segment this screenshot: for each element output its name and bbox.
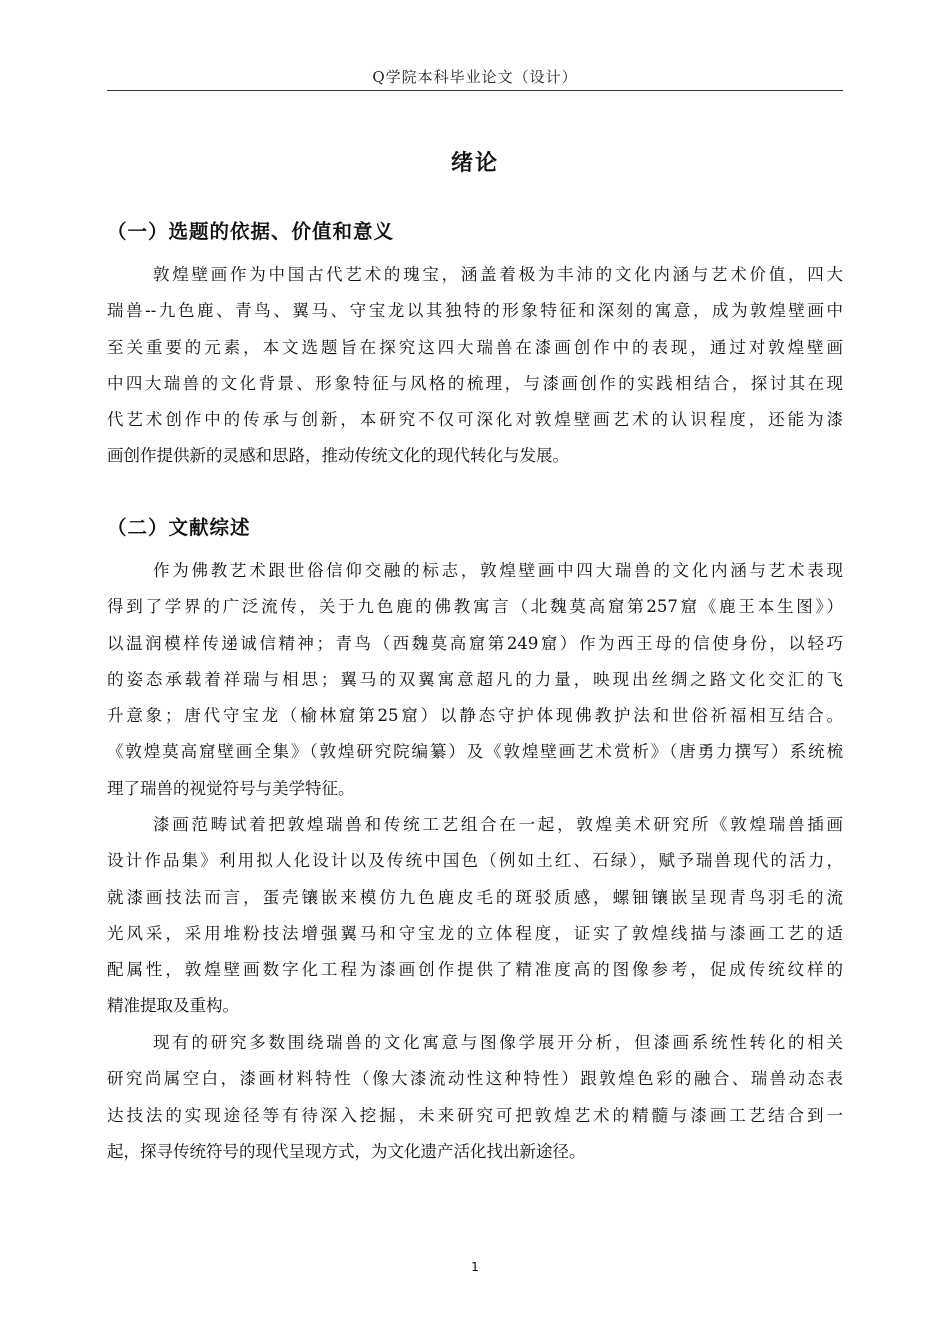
- paragraph-line: 得到了学界的广泛流传，关于九色鹿的佛教寓言（北魏莫高窟第257窟《鹿王本生图》）: [107, 597, 843, 617]
- paragraph-line: 达技法的实现途径等有待深入挖掘，未来研究可把敦煌艺术的精髓与漆画工艺结合到一: [107, 1105, 843, 1125]
- paragraph-line: 代艺术创作中的传承与创新，本研究不仅可深化对敦煌壁画艺术的认识程度，还能为漆: [107, 410, 843, 430]
- paragraph-line: 作为佛教艺术跟世俗信仰交融的标志，敦煌壁画中四大瑞兽的文化内涵与艺术表现: [153, 561, 843, 580]
- paragraph-line: 就漆画技法而言，蛋壳镶嵌来模仿九色鹿皮毛的斑驳质感，螺钿镶嵌呈现青鸟羽毛的流: [107, 887, 843, 907]
- paragraph-2-2: [107, 807, 843, 1025]
- paragraph-line: 以温润模样传递诚信精神；青鸟（西魏莫高窟第249窟）作为西王母的信使身份，以轻巧: [107, 633, 843, 653]
- page-number: 1: [471, 1260, 479, 1274]
- paragraph-line: 起，探寻传统符号的现代呈现方式，为文化遗产活化找出新途径。: [107, 1141, 586, 1161]
- paragraph-line: 画创作提供新的灵感和思路，推动传统文化的现代转化与发展。: [107, 446, 569, 466]
- paragraph-line: 研究尚属空白，漆画材料特性（像大漆流动性这种特性）跟敦煌色彩的融合、瑞兽动态表: [107, 1069, 843, 1089]
- paragraph-line: 敦煌壁画作为中国古代艺术的瑰宝，涵盖着极为丰沛的文化内涵与艺术价值，四大: [153, 265, 843, 284]
- paragraph-line: 配属性，敦煌壁画数字化工程为漆画创作提供了精准度高的图像参考，促成传统纹样的: [107, 960, 843, 980]
- paragraph-line: 漆画范畴试着把敦煌瑞兽和传统工艺组合在一起，敦煌美术研究所《敦煌瑞兽插画: [153, 815, 843, 834]
- paragraph-line: 设计作品集》利用拟人化设计以及传统中国色（例如土红、石绿），赋予瑞兽现代的活力，: [107, 851, 843, 871]
- paragraph-line: 中四大瑞兽的文化背景、形象特征与风格的梳理，与漆画创作的实践相结合，探讨其在现: [107, 373, 843, 393]
- header-rule: [107, 90, 843, 91]
- section-heading-1: （一）选题的依据、价值和意义: [107, 220, 395, 243]
- paragraph-line: 的姿态承载着祥瑞与相思；翼马的双翼寓意超凡的力量，映现出丝绸之路文化交汇的飞: [107, 669, 843, 689]
- paragraph-line: 现有的研究多数围绕瑞兽的文化寓意与图像学展开分析，但漆画系统性转化的相关: [153, 1033, 843, 1052]
- paragraph-line: 光风采，采用堆粉技法增强翼马和守宝龙的立体程度，证实了敦煌线描与漆画工艺的适: [107, 923, 843, 943]
- paragraph-line: 精准提取及重构。: [107, 996, 239, 1016]
- paragraph-line: 升意象；唐代守宝龙（榆林窟第25窟）以静态守护体现佛教护法和世俗祈福相互结合。: [107, 706, 843, 726]
- paragraph-1-1: [107, 257, 843, 475]
- section-heading-2: （二）文献综述: [107, 516, 251, 539]
- running-header: Q学院本科毕业论文（设计）: [372, 68, 578, 86]
- paragraph-2-3: [107, 1025, 843, 1170]
- paragraph-2-1: [107, 553, 843, 807]
- paragraph-line: 理了瑞兽的视觉符号与美学特征。: [107, 778, 355, 798]
- paragraph-line: 瑞兽--九色鹿、青鸟、翼马、守宝龙以其独特的形象特征和深刻的寓意，成为敦煌壁画中: [107, 301, 843, 321]
- paragraph-line: 至关重要的元素，本文选题旨在探究这四大瑞兽在漆画创作中的表现，通过对敦煌壁画: [107, 337, 843, 357]
- paragraph-line: 《敦煌莫高窟壁画全集》（敦煌研究院编纂）及《敦煌壁画艺术赏析》（唐勇力撰写）系统梳: [107, 742, 843, 762]
- chapter-title: 绪论: [450, 151, 499, 176]
